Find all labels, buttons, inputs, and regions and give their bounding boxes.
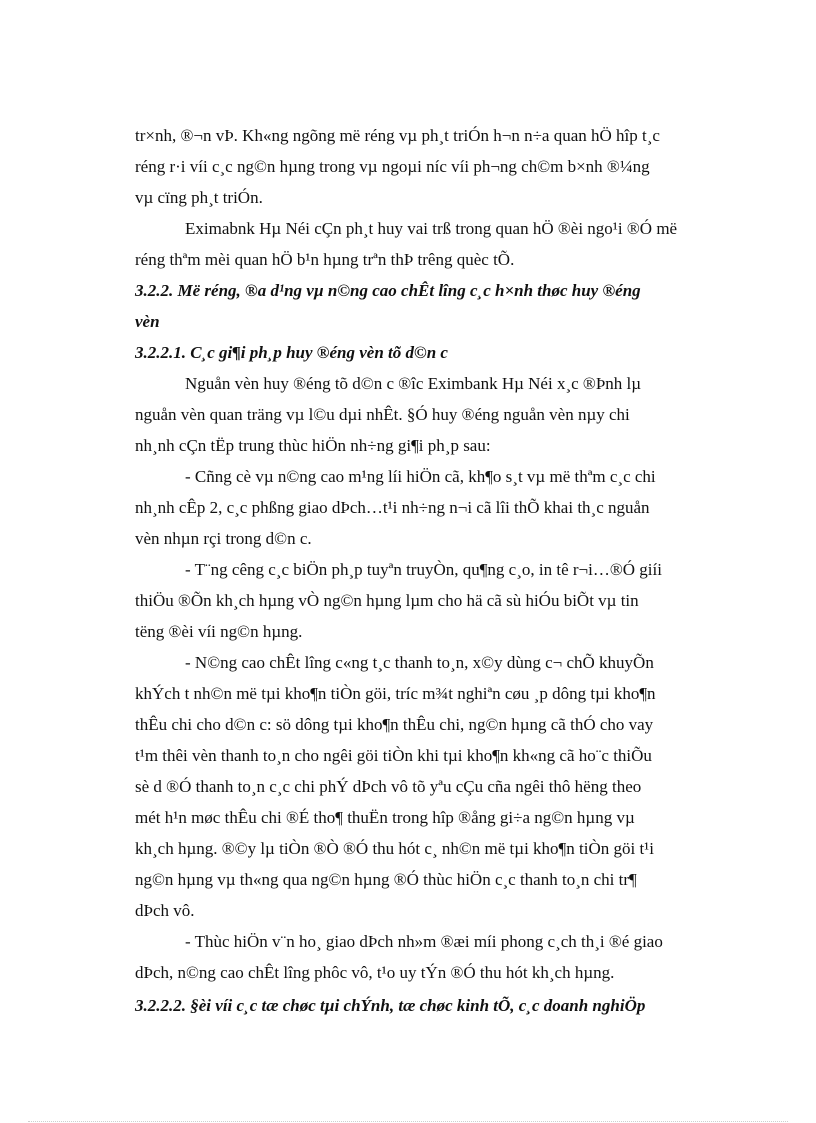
list-item-line: t¹m thêi vèn thanh to¸n cho ngêi göi tiÒn khi tµi kho¶n kh«ng cã ho¨c thiÕu [135,746,652,765]
list-item-line: sè d ®Ó thanh to¸n c¸c chi phÝ dÞch vô tõ yªu cÇu cña ngêi thô hëng theo [135,777,642,796]
paragraph-line: tr×nh, ®¬n vÞ. Kh«ng ngõng më réng vµ ph¸t triÓn h¬n n÷a quan hÖ hîp t¸c [135,126,660,145]
section-heading: vèn [135,312,160,331]
list-item-line: mét h¹n møc thÊu chi ®É tho¶ thuËn trong hîp ®ång gi÷a ng©n hµng vµ [135,808,635,827]
list-item-line: - Thùc hiÖn v¨n ho¸ giao dÞch nh»m ®æi míi phong c¸ch th¸i ®é giao [185,932,663,951]
paragraph-line: Nguån vèn huy ®éng tõ d©n c ®îc Eximbank Hµ Néi x¸c ®Þnh lµ [185,374,642,393]
paragraph-line: réng r·i víi c¸c ng©n hµng trong vµ ngoµi níc víi ph¬ng ch©m b×nh ®¼ng [135,157,650,176]
list-item-line: ng©n hµng vµ th«ng qua ng©n hµng ®Ó thùc hiÖn c¸c thanh to¸n chi tr¶ [135,870,637,889]
list-item-line: thÊu chi cho d©n c: sö dông tµi kho¶n thÊu chi, ng©n hµng cã thÓ cho vay [135,715,654,734]
list-item-line: dÞch, n©ng cao chÊt lîng phôc vô, t¹o uy tÝn ®Ó thu hót kh¸ch hµng. [135,963,615,982]
paragraph-line: nguån vèn quan träng vµ l©u dµi nhÊt. §Ó huy ®éng nguån vèn nµy chi [135,405,630,424]
list-item-line: kh¸ch hµng. ®©y lµ tiÒn ®Ò ®Ó thu hót c¸ nh©n më tµi kho¶n tiÒn göi t¹i [135,839,654,858]
list-item-line: vèn nhµn rçi trong d©n c. [135,529,312,548]
subsection-heading: 3.2.2.2. §èi víi c¸c tæ chøc tµi chÝnh, tæ chøc kinh tÕ, c¸c doanh nghiÖp [135,996,646,1015]
list-item-line: tëng ®èi víi ng©n hµng. [135,622,303,641]
paragraph-line: réng thªm mèi quan hÖ b¹n hµng trªn thÞ trêng quèc tÕ. [135,250,515,269]
list-item-line: - T¨ng cêng c¸c biÖn ph¸p tuyªn truyÒn, qu¶ng c¸o, in tê r¬i…®Ó giíi [185,560,662,579]
section-heading: 3.2.2. Më réng, ®a d¹ng vµ n©ng cao chÊt lîng c¸c h×nh thøc huy ®éng [135,281,641,300]
list-item-line: dÞch vô. [135,901,195,920]
list-item-line: nh¸nh cÊp 2, c¸c phßng giao dÞch…t¹i nh÷ng n¬i cã lîi thÕ khai th¸c nguån [135,498,650,517]
subsection-heading: 3.2.2.1. C¸c gi¶i ph¸p huy ®éng vèn tõ d©n c [135,343,448,362]
list-item-line: thiÖu ®Õn kh¸ch hµng vÒ ng©n hµng lµm cho hä cã sù hiÓu biÕt vµ tin [135,591,639,610]
page-bottom-rule [28,1121,788,1122]
list-item-line: - N©ng cao chÊt lîng c«ng t¸c thanh to¸n, x©y dùng c¬ chÕ khuyÕn [185,653,654,672]
list-item-line: - Cñng cè vµ n©ng cao m¹ng líi hiÖn cã, kh¶o s¸t vµ më thªm c¸c chi [185,467,656,486]
list-item-line: khÝch t nh©n më tµi kho¶n tiÒn göi, tríc m¾t nghiªn cøu ¸p dông tµi kho¶n [135,684,656,703]
paragraph-line: Eximabnk Hµ Néi cÇn ph¸t huy vai trß trong quan hÖ ®èi ngo¹i ®Ó më [185,219,678,238]
paragraph-line: nh¸nh cÇn tËp trung thùc hiÖn nh÷ng gi¶i ph¸p sau: [135,436,491,455]
paragraph-line: vµ cïng ph¸t triÓn. [135,188,263,207]
